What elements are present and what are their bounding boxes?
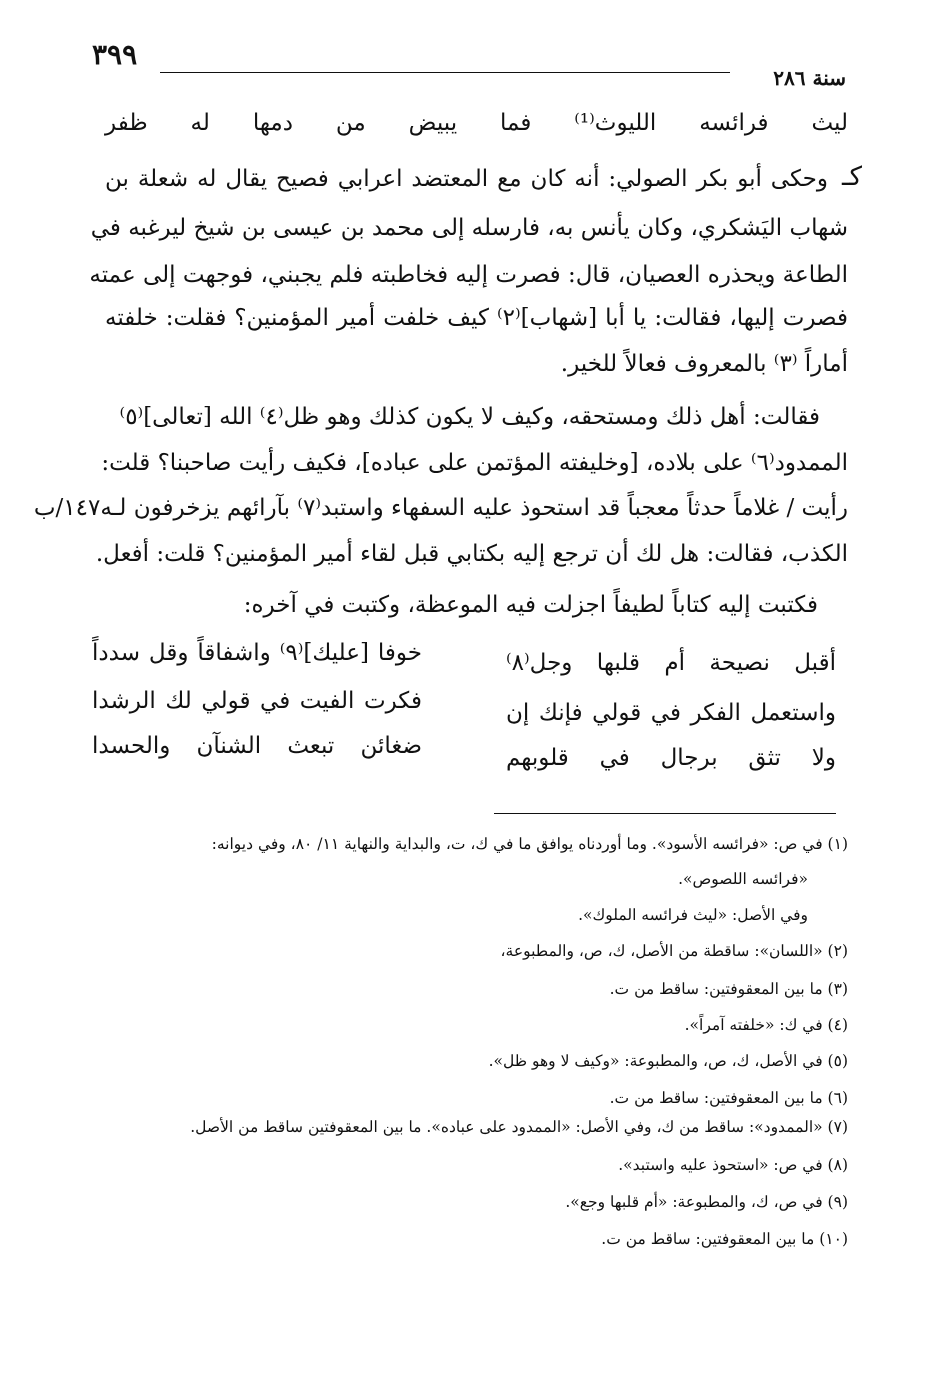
poem-hemistich-left: خوفا [عليك]⁽٩⁾ واشفاقاً وقل سدداً	[92, 640, 422, 666]
poem-hemistich-right: ولا تثق برجال في قلوبهم	[506, 745, 836, 771]
paragraph2-line: رأيت / غلاماً حدثاً معجباً قد استحوذ عليه السفهاء واستبد⁽٧⁾ بآرائهم يزخرفون لـه١٤٧/ب	[33, 495, 848, 521]
paragraph1-line: أماراً ⁽٣⁾ بالمعروف فعالاً للخير.	[560, 351, 848, 377]
footnote: وفي الأصل: «ليث فرائسه الملوك».	[578, 906, 808, 924]
header-rule	[160, 72, 730, 73]
footnote: (٧) «الممدود»: ساقط من ك، وفي الأصل: «الممدود على عباده». ما بين المعقوفتين ساقط من الأصل.	[190, 1118, 848, 1136]
margin-mark: كـ	[842, 162, 862, 192]
footnote: (٤) في ك: «خلفته آمراً».	[684, 1016, 848, 1034]
footnote: (٥) في الأصل، ك، ص، والمطبوعة: «وكيف لا وهو ظل».	[488, 1052, 848, 1070]
paragraph1-line: وحكى أبو بكر الصولي: أنه كان مع المعتضد اعرابي فصيح يقال له شعلة بن	[105, 166, 828, 192]
opening-verse: ليث فرائسه الليوث⁽¹⁾ فما يبيض من دمها له ظفر	[105, 110, 848, 136]
poem-hemistich-right: واستعمل الفكر في قولي فإنك إن	[506, 700, 836, 726]
footnote: (٩) في ص، ك، والمطبوعة: «أم قلبها وجع».	[565, 1193, 848, 1211]
paragraph1-line: شهاب اليَشكري، وكان يأنس به، فارسله إلى محمد بن عيسى بن شيخ ليرغبه في	[90, 215, 848, 241]
poem-hemistich-right: أقبل نصيحة أم قلبها وجل⁽٨⁾	[506, 650, 836, 676]
paragraph2-line: الكذب، فقالت: هل لك أن ترجع إليه بكتابي قبل لقاء أمير المؤمنين؟ قلت: أفعل.	[95, 541, 848, 567]
poem-hemistich-left: فكرت الفيت في قولي لك الرشدا	[92, 688, 422, 714]
footnote-rule	[494, 813, 836, 814]
footnote: (٨) في ص: «استحوذ عليه واستبد».	[618, 1156, 848, 1174]
header-year: سنة ٢٨٦	[773, 66, 846, 90]
poem-hemistich-left: ضغائن تبعث الشنآن والحسدا	[92, 733, 422, 759]
paragraph1-line: الطاعة ويحذره العصيان، قال: فصرت إليه فخاطبته فلم يجبني، فوجهت إلى عمته	[89, 262, 848, 288]
paragraph2-line: الممدود⁽٦⁾ على بلاده، [وخليفته المؤتمن على عباده]، فكيف رأيت صاحبنا؟ قلت:	[101, 450, 848, 476]
footnote: (١٠) ما بين المعقوفتين: ساقط من ت.	[601, 1230, 848, 1248]
footnote: «فرائسه اللصوص».	[678, 870, 808, 888]
page-number: ٣٩٩	[92, 38, 138, 71]
footnote: (٣) ما بين المعقوفتين: ساقط من ت.	[609, 980, 848, 998]
footnote: (١) في ص: «فرائسه الأسود». وما أوردناه يوافق ما في ك، ت، والبداية والنهاية ١١/ ٨٠، وفي ديوانه:	[211, 835, 848, 853]
paragraph2-line: فقالت: أهل ذلك ومستحقه، وكيف لا يكون كذلك وهو ظل⁽٤⁾ الله [تعالى]⁽٥⁾	[119, 404, 820, 430]
footnote: (٦) ما بين المعقوفتين: ساقط من ت.	[609, 1089, 848, 1107]
paragraph1-line: فصرت إليها، فقالت: يا أبا [شهاب]⁽٢⁾ كيف خلفت أمير المؤمنين؟ فقلت: خلفته	[105, 305, 848, 331]
footnote: (٢) «اللسان»: ساقطة من الأصل، ك، ص، والمطبوعة،	[500, 942, 848, 960]
paragraph3: فكتبت إليه كتاباً لطيفاً اجزلت فيه الموعظة، وكتبت في آخره:	[243, 592, 818, 618]
